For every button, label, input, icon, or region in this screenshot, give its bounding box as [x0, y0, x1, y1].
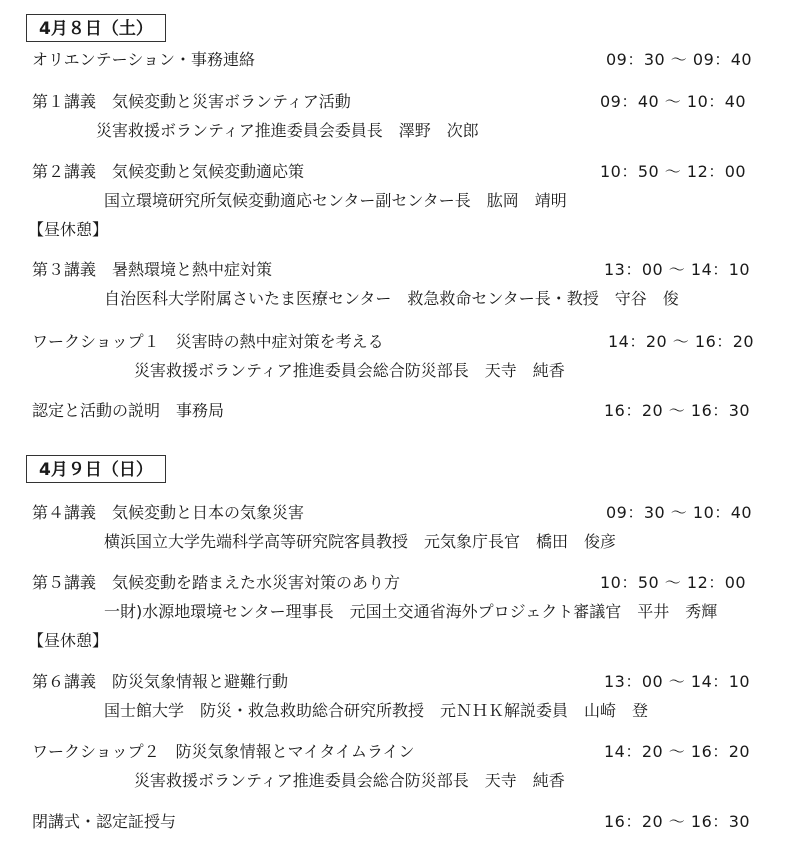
session-speaker: 災害救援ボランティア推進委員会総合防災部長 天寺 純香 — [134, 771, 565, 790]
session-title: 第２講義 気候変動と気候変動適応策 — [32, 162, 305, 181]
session-time: 10：50 ～ 12：00 — [600, 162, 747, 181]
session-title: 第４講義 気候変動と日本の気象災害 — [32, 503, 305, 522]
session-time: 14：20 ～ 16：20 — [604, 742, 751, 761]
session-time: 14：20 ～ 16：20 — [608, 332, 755, 351]
session-time: 13：00 ～ 14：10 — [604, 672, 751, 691]
session-speaker: 災害救援ボランティア推進委員会総合防災部長 天寺 純香 — [134, 361, 565, 380]
session-title: 第３講義 暑熱環境と熱中症対策 — [32, 260, 273, 279]
session-title: 閉講式・認定証授与 — [32, 812, 177, 831]
session-title: オリエンテーション・事務連絡 — [32, 50, 256, 69]
session-speaker: 一財)水源地環境センター理事長 元国土交通省海外プロジェクト審議官 平井 秀輝 — [104, 602, 718, 621]
session-title: ワークショップ２ 防災気象情報とマイタイムライン — [32, 742, 415, 761]
session-time: 13：00 ～ 14：10 — [604, 260, 751, 279]
session-title: 第１講義 気候変動と災害ボランティア活動 — [32, 92, 351, 111]
session-title: 第６講義 防災気象情報と避難行動 — [32, 672, 289, 691]
session-speaker: 国立環境研究所気候変動適応センター副センター長 肱岡 靖明 — [104, 191, 567, 210]
session-speaker: 災害救援ボランティア推進委員会委員長 澤野 次郎 — [96, 121, 479, 140]
session-time: 16：20 ～ 16：30 — [604, 812, 751, 831]
session-time: 16：20 ～ 16：30 — [604, 401, 751, 420]
day2-header: 4月９日（日） — [26, 455, 166, 483]
lunch-break: 【昼休憩】 — [28, 220, 109, 239]
session-title: ワークショップ１ 災害時の熱中症対策を考える — [32, 332, 384, 351]
session-time: 09：40 ～ 10：40 — [600, 92, 747, 111]
session-speaker: 自治医科大学附属さいたま医療センター 救急救命センター長・教授 守谷 俊 — [104, 289, 679, 308]
lunch-break: 【昼休憩】 — [28, 631, 109, 650]
session-title: 認定と活動の説明 事務局 — [32, 401, 225, 420]
session-title: 第５講義 気候変動を踏まえた水災害対策のあり方 — [32, 573, 401, 592]
session-time: 10：50 ～ 12：00 — [600, 573, 747, 592]
session-speaker: 横浜国立大学先端科学高等研究院客員教授 元気象庁長官 橋田 俊彦 — [104, 532, 617, 551]
session-speaker: 国士館大学 防災・救急救助総合研究所教授 元ＮＨＫ解説委員 山崎 登 — [104, 701, 649, 720]
session-time: 09：30 ～ 09：40 — [606, 50, 753, 69]
day1-header: 4月８日（土） — [26, 14, 166, 42]
session-time: 09：30 ～ 10：40 — [606, 503, 753, 522]
